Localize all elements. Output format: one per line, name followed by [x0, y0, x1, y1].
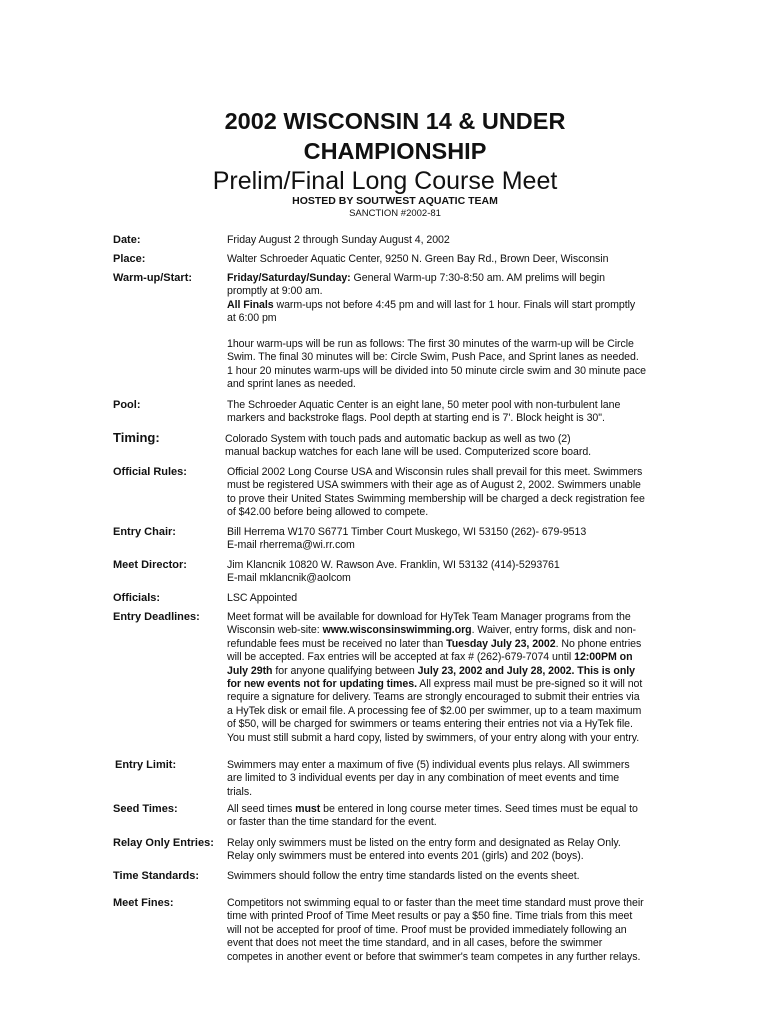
- place-label: Place:: [113, 253, 146, 265]
- deadlines-line4a: will be accepted. Fax entries will be accepted at fax # (262)-679-7074 until: [227, 651, 575, 664]
- warmup-proc-line2: Swim. The final 30 minutes will be: Circle Swim, Push Pace, and Sprint lanes as needed.: [227, 351, 639, 364]
- meet-director-block: [227, 559, 685, 586]
- officials-label: Officials:: [113, 592, 161, 604]
- warmup-line: [227, 272, 685, 285]
- seed-times-block: [227, 803, 685, 830]
- timing-block: [225, 433, 683, 460]
- entry-chair-block: [227, 526, 685, 553]
- meet-fines-line1: Competitors not swimming equal to or faster than the meet time standard must prove their: [227, 897, 644, 909]
- warmup-line2: promptly at 9:00 am.: [227, 285, 323, 298]
- meet-fines-line3: will not be accepted for proof of time. Proof must be provided immediately following an: [227, 923, 627, 936]
- entry-limit-line2: are limited to 3 individual events per day in any combination of meet events and time: [227, 772, 620, 785]
- warmup-line: [227, 299, 685, 312]
- entry-deadlines-label: Entry Deadlines:: [113, 611, 200, 623]
- warmup-line1-rest: General Warm-up 7:30-8:50 am. AM prelims will begin: [350, 272, 605, 284]
- meet-fines-label: Meet Fines:: [113, 897, 174, 909]
- deadlines-line2a: Wisconsin web-site:: [227, 624, 323, 637]
- relay-only-block: [227, 837, 685, 864]
- entry-limit-line1: Swimmers may enter a maximum of five (5) individual events plus relays. All swimmers: [227, 759, 630, 771]
- warmup-finals: All Finals: [227, 298, 274, 311]
- pool-block: [227, 399, 685, 426]
- time-standards-value: Swimmers should follow the entry time standards listed on the events sheet.: [227, 870, 580, 882]
- deadlines-line3c: . No phone entries: [555, 637, 642, 650]
- officials-value: LSC Appointed: [227, 592, 298, 604]
- deadlines-line8: a HyTek disk or email file. A processing fee of $2.00 per swimmer, up to a team maximum: [227, 704, 642, 717]
- deadlines-line10: You must still submit a hard copy, listed by swimmers, of your entry along with your entry.: [227, 731, 640, 744]
- warmup-line3-rest: warm-ups not before 4:45 pm and will last for 1 hour. Finals will start promptly: [273, 298, 636, 311]
- deadlines-line: [227, 638, 685, 651]
- hosted-by: HOSTED BY SOUTWEST AQUATIC TEAM: [292, 195, 498, 207]
- meet-director-email: E-mail mklancnik@aolcom: [227, 572, 351, 585]
- warmup-proc-line1: 1hour warm-ups will be run as follows: The first 30 minutes of the warm-up will be Circle: [227, 338, 634, 350]
- deadline-date: Tuesday July 23, 2002: [446, 637, 556, 650]
- date-label: Date:: [113, 234, 141, 246]
- seed-times-must: must: [295, 803, 321, 815]
- deadlines-line: [227, 665, 685, 678]
- date-text: Friday August 2 through Sunday August 4, 2002: [227, 234, 450, 246]
- deadlines-line9: of $50, will be charged for swimmers or teams entering their entries not via a HyTek file.: [227, 718, 633, 731]
- website-link[interactable]: www.wisconsinswimming.org: [322, 624, 472, 637]
- deadlines-line3a: refundable fees must be received no later than: [227, 637, 447, 650]
- meet-director-address: Jim Klancnik 10820 W. Rawson Ave. Franklin, WI 53132 (414)-5293761: [227, 559, 560, 571]
- warmup-block: [227, 272, 685, 326]
- meet-fines-line4: event that does not meet the time standard, and in all cases, before the swimmer: [227, 937, 603, 950]
- officials-block: [227, 592, 685, 605]
- qualifying-window: July 23, 2002 and July 28, 2002. This is only: [417, 664, 635, 677]
- deadlines-line5b: for anyone qualifying between: [272, 664, 418, 677]
- pool-label: Pool:: [113, 399, 141, 411]
- deadlines-line6b: All express mail must be pre-signed so it will not: [416, 678, 643, 691]
- warmup-proc-line4: and sprint lanes as needed.: [227, 378, 356, 391]
- time-standards-block: [227, 870, 685, 883]
- meet-title-line2: CHAMPIONSHIP: [303, 138, 487, 164]
- date-value: [227, 234, 685, 247]
- seed-times-line1a: All seed times: [227, 803, 296, 815]
- deadlines-line: [227, 624, 685, 637]
- entry-limit-label: Entry Limit:: [115, 759, 177, 771]
- deadlines-line1: Meet format will be available for download for HyTek Team Manager programs from the: [227, 611, 631, 623]
- entry-limit-block: [227, 759, 685, 799]
- place-text: Walter Schroeder Aquatic Center, 9250 N. Green Bay Rd., Brown Deer, Wisconsin: [227, 253, 609, 265]
- rules-line3: to prove their United States Swimming membership will be charged a deck registration fee: [227, 492, 645, 505]
- seed-times-line: [227, 803, 685, 816]
- sanction-number: SANCTION #2002-81: [349, 208, 441, 219]
- relay-only-line1: Relay only swimmers must be listed on the entry form and designated as Relay Only.: [227, 837, 621, 849]
- place-value: [227, 253, 685, 266]
- rules-line4: of $42.00 before being allowed to compete.: [227, 506, 429, 519]
- rules-block: [227, 466, 685, 520]
- pool-line2: markers and backstroke flags. Pool depth at starting end is 7'. Block height is 30".: [227, 412, 605, 425]
- warmup-procedure: [227, 338, 685, 392]
- deadlines-line: [227, 651, 685, 664]
- warmup-line4: at 6:00 pm: [227, 312, 277, 325]
- meet-title-line1: 2002 WISCONSIN 14 & UNDER: [224, 108, 566, 134]
- deadlines-line2c: . Waiver, entry forms, disk and non-: [471, 624, 637, 637]
- meet-subtitle: Prelim/Final Long Course Meet: [212, 167, 558, 195]
- timing-line2: manual backup watches for each lane will be used. Computerized score board.: [225, 446, 592, 459]
- new-events-note: for new events not for updating times.: [227, 678, 417, 691]
- entry-limit-line3: trials.: [227, 785, 252, 798]
- entry-chair-address: Bill Herrema W170 S6771 Timber Court Muskego, WI 53150 (262)- 679-9513: [227, 526, 587, 538]
- relay-only-line2: Relay only swimmers must be entered into events 201 (girls) and 202 (boys).: [227, 850, 584, 863]
- entry-deadlines-block: [227, 611, 685, 745]
- rules-line2: must be registered USA swimmers with their age as of August 2, 2002. Swimmers unable: [227, 479, 641, 492]
- warmup-proc-line3: 1 hour 20 minutes warm-ups will be divided into 50 minute circle swim and 30 minute pace: [227, 364, 646, 377]
- seed-times-line1c: be entered in long course meter times. Seed times must be equal to: [320, 803, 638, 815]
- entry-chair-label: Entry Chair:: [113, 526, 176, 538]
- fax-deadline-time: 12:00PM on: [574, 651, 633, 664]
- meet-fines-line2: time with printed Proof of Time Meet results or pay a $50 fine. Time trials from this meet: [227, 910, 633, 923]
- pool-line1: The Schroeder Aquatic Center is an eight lane, 50 meter pool with non-turbulent lane: [227, 399, 621, 411]
- deadlines-line: [227, 678, 685, 691]
- timing-label: Timing:: [113, 430, 160, 445]
- entry-chair-email: E-mail rherrema@wi.rr.com: [227, 539, 355, 552]
- rules-label: Official Rules:: [113, 466, 187, 478]
- meet-director-label: Meet Director:: [113, 559, 187, 571]
- meet-fines-line5: competes in another event or before that swimmer's team competes in any further relays.: [227, 950, 641, 963]
- relay-only-label: Relay Only Entries:: [113, 837, 214, 849]
- timing-line1: Colorado System with touch pads and automatic backup as well as two (2): [225, 433, 571, 445]
- fax-deadline-date: July 29th: [227, 664, 273, 677]
- warmup-days: Friday/Saturday/Sunday:: [227, 272, 351, 284]
- time-standards-label: Time Standards:: [113, 870, 199, 882]
- warmup-label: Warm-up/Start:: [113, 272, 193, 284]
- seed-times-line2: or faster than the time standard for the event.: [227, 816, 437, 829]
- meet-fines-block: [227, 897, 685, 964]
- rules-line1: Official 2002 Long Course USA and Wisconsin rules shall prevail for this meet. Swimmers: [227, 466, 643, 478]
- seed-times-label: Seed Times:: [113, 803, 178, 815]
- deadlines-line7: require a signature for delivery. Teams are strongly encouraged to submit their entries via: [227, 691, 640, 704]
